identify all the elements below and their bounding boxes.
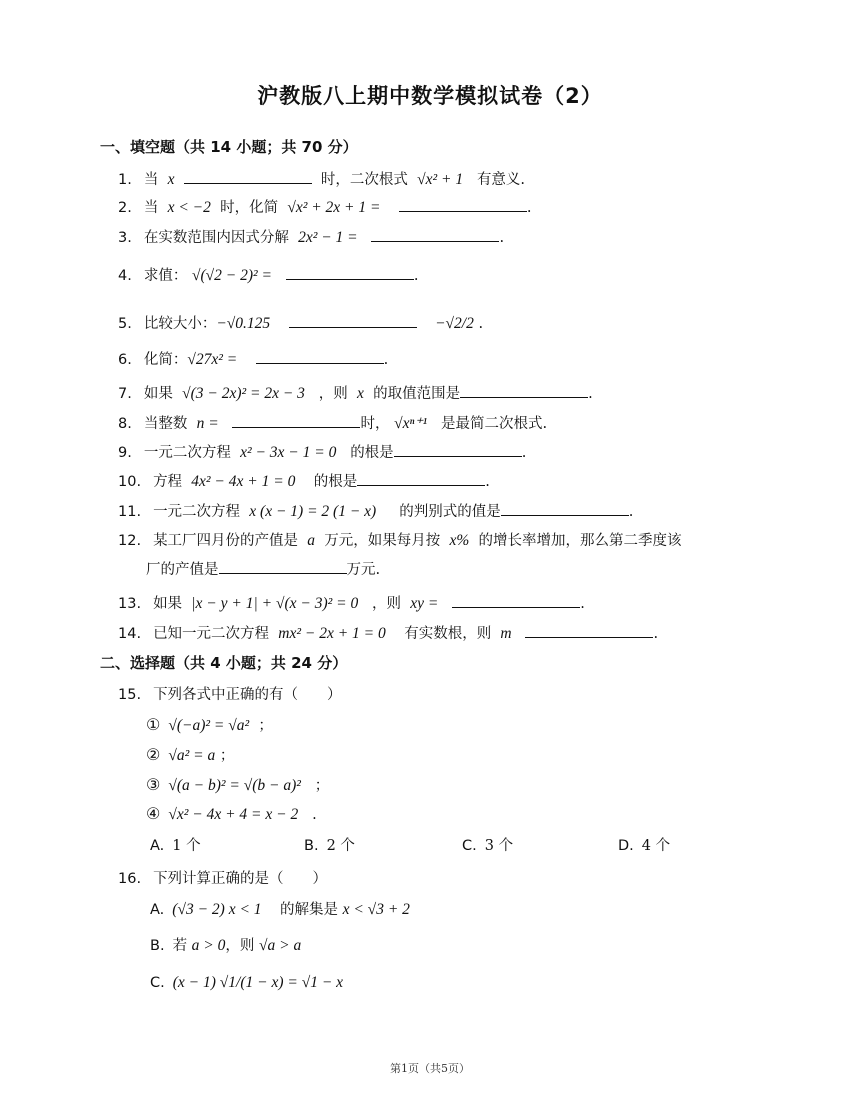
choice-b[interactable] [150,934,301,955]
choice-letter: A. [150,902,165,918]
question-text: 下列各式中正确的有（ ） [153,687,342,703]
question-15 [118,684,342,706]
question-number: 2. [118,200,132,216]
statement-item [146,714,273,735]
choice-text: 3 个 [484,838,514,854]
math-expression: 2x² − 1 = [298,229,358,246]
question-text: . [312,807,317,823]
question-7 [118,382,593,405]
circled-number: ① [146,715,161,734]
answer-blank[interactable] [286,264,414,280]
page-footer: 第1页（共5页） [390,1062,470,1075]
question-text: 如果 [153,596,183,612]
question-text: . [521,445,527,461]
question-text: . [478,316,484,332]
math-expression: (√3 − 2) x < 1 [172,901,262,918]
question-text: 化简： [143,352,188,368]
question-number: 16. [118,871,142,887]
answer-blank[interactable] [399,196,527,212]
answer-blank[interactable] [501,500,629,516]
question-text: 万元. [346,562,381,578]
answer-blank[interactable] [232,412,360,428]
math-expression: n = [196,415,219,432]
answer-blank[interactable] [452,592,580,608]
question-text: ，则 [372,596,402,612]
math-expression: x [356,385,364,402]
answer-blank[interactable] [357,470,485,486]
question-11 [118,500,633,523]
question-1 [118,168,525,191]
question-text: 当整数 [143,416,188,432]
math-expression: √x² − 4x + 4 = x − 2 [168,806,299,823]
question-number: 4. [118,268,132,284]
question-text: ； [219,748,235,764]
question-number: 3. [118,230,132,246]
question-text: 是最简二次根式. [441,416,548,432]
math-expression: −√2/2 [435,315,474,332]
question-number: 12. [118,533,142,549]
question-text: 下列计算正确的是（ ） [153,871,328,887]
math-expression: xy = [410,595,439,612]
choice-a[interactable] [150,834,201,855]
choice-letter: A. [150,838,165,854]
question-text: . [628,504,634,520]
math-expression: √x² + 1 [417,171,464,188]
question-text: 当 [143,172,159,188]
answer-blank[interactable] [525,622,653,638]
choice-letter: B. [150,938,165,954]
question-number: 10. [118,474,142,490]
answer-blank[interactable] [184,168,312,184]
choice-a[interactable] [150,898,410,919]
math-expression: √(3 − 2x)² = 2x − 3 [182,385,305,402]
choice-text: ，则 [225,938,255,954]
question-text: 在实数范围内因式分解 [143,230,289,246]
choice-text: 1 个 [172,838,201,854]
math-expression: √(a − b)² = √(b − a)² [168,777,301,794]
circled-number: ④ [146,804,161,823]
choice-letter: C. [462,838,477,854]
question-text: 比较大小： [143,316,217,332]
math-expression: x% [449,532,470,549]
math-expression: x < √3 + 2 [342,901,410,918]
math-expression: √(√2 − 2)² = [191,267,272,284]
answer-blank[interactable] [219,558,347,574]
question-text: 时，二次根式 [320,172,408,188]
math-expression: √xⁿ⁺¹ [394,415,428,432]
choice-c[interactable] [462,834,513,855]
question-number: 15. [118,687,142,703]
answer-blank[interactable] [256,348,384,364]
choice-letter: D. [618,838,634,854]
choice-c[interactable] [150,974,343,992]
question-5 [118,312,483,335]
answer-blank[interactable] [289,312,417,328]
question-number: 1. [118,172,132,188]
question-number: 14. [118,626,142,642]
answer-blank[interactable] [460,382,588,398]
math-expression: a > 0 [191,937,226,954]
question-6 [118,348,388,371]
question-number: 9. [118,445,132,461]
question-text: 有实数根，则 [404,626,492,642]
question-14 [118,622,658,645]
choice-d[interactable] [618,834,670,855]
math-expression: √a² = a [168,747,216,764]
question-text: 时，化简 [220,200,279,216]
question-text: 的根是 [313,474,358,490]
math-expression: x < −2 [167,199,211,216]
question-text: 的增长率增加，那么第二季度该 [478,533,682,549]
page-title: 沪教版八上期中数学模拟试卷（2） [257,84,603,108]
question-number: 5. [118,316,132,332]
question-text: 的取值范围是 [373,386,461,402]
question-text: 的判别式的值是 [399,504,501,520]
question-text: . [383,352,389,368]
question-number: 11. [118,504,142,520]
question-text: 的根是 [350,445,394,461]
math-expression: m [500,625,512,642]
section-heading-fill-blank: 一、填空题（共 14 小题；共 70 分） [100,138,358,156]
answer-blank[interactable] [394,441,522,457]
question-number: 6. [118,352,132,368]
choice-letter: C. [150,975,165,991]
math-expression: x [167,171,175,188]
question-3 [118,226,504,249]
question-number: 7. [118,386,132,402]
math-expression: −√0.125 [216,315,271,332]
math-expression: √(−a)² = √a² [168,717,250,734]
math-expression: x (x − 1) = 2 (1 − x) [249,503,377,520]
question-text: . [413,268,419,284]
math-expression: mx² − 2x + 1 = 0 [278,625,386,642]
choice-letter: B. [304,838,319,854]
math-expression: (x − 1) √1/(1 − x) = √1 − x [172,974,344,991]
question-text: ，则 [318,386,348,402]
statement-item [146,774,329,795]
choice-text: 的解集是 [279,902,338,918]
question-text: . [499,230,505,246]
statement-item [146,804,317,824]
question-2 [118,196,532,219]
question-text: . [588,386,593,402]
question-number: 8. [118,416,132,432]
answer-blank[interactable] [371,226,499,242]
math-expression: √27x² = [187,351,238,368]
question-text: ； [314,778,330,794]
question-text: 有意义. [476,172,526,188]
question-text: 一元二次方程 [153,504,241,520]
question-text: 求值： [143,268,188,284]
question-12-line-2 [146,558,380,581]
question-text: 当 [143,200,159,216]
question-text: . [526,200,532,216]
choice-text: 若 [172,938,188,954]
question-text: 万元，如果每月按 [324,533,441,549]
math-expression: |x − y + 1| + √(x − 3)² = 0 [191,595,359,612]
math-expression: √a > a [259,937,302,954]
question-number: 13. [118,596,142,612]
question-text: 某工厂四月份的产值是 [153,533,299,549]
math-expression: √x² + 2x + 1 = [287,199,381,216]
question-10 [118,470,490,493]
question-text: 一元二次方程 [143,445,231,461]
question-text: 如果 [143,386,173,402]
section-heading-multiple-choice: 二、选择题（共 4 小题；共 24 分） [100,654,348,672]
question-16 [118,868,327,890]
math-expression: 4x² − 4x + 1 = 0 [191,473,296,490]
question-text: . [653,626,659,642]
question-text: . [580,596,585,612]
question-4 [118,264,418,287]
question-text: ； [258,718,273,734]
question-8 [118,412,547,435]
choice-text: 4 个 [641,838,671,854]
question-text: . [485,474,490,490]
question-13 [118,592,585,615]
statement-item [146,744,234,765]
choice-text: 2 个 [326,838,355,854]
question-12 [118,530,681,552]
math-expression: x² − 3x − 1 = 0 [240,444,337,461]
choice-b[interactable] [304,834,355,855]
question-9 [118,441,526,464]
question-text: 时， [360,416,390,432]
circled-number: ③ [146,775,161,794]
question-text: 已知一元二次方程 [153,626,270,642]
question-text: 厂的产值是 [146,562,219,578]
math-expression: a [307,532,316,549]
question-text: 方程 [153,474,183,490]
circled-number: ② [146,745,161,764]
